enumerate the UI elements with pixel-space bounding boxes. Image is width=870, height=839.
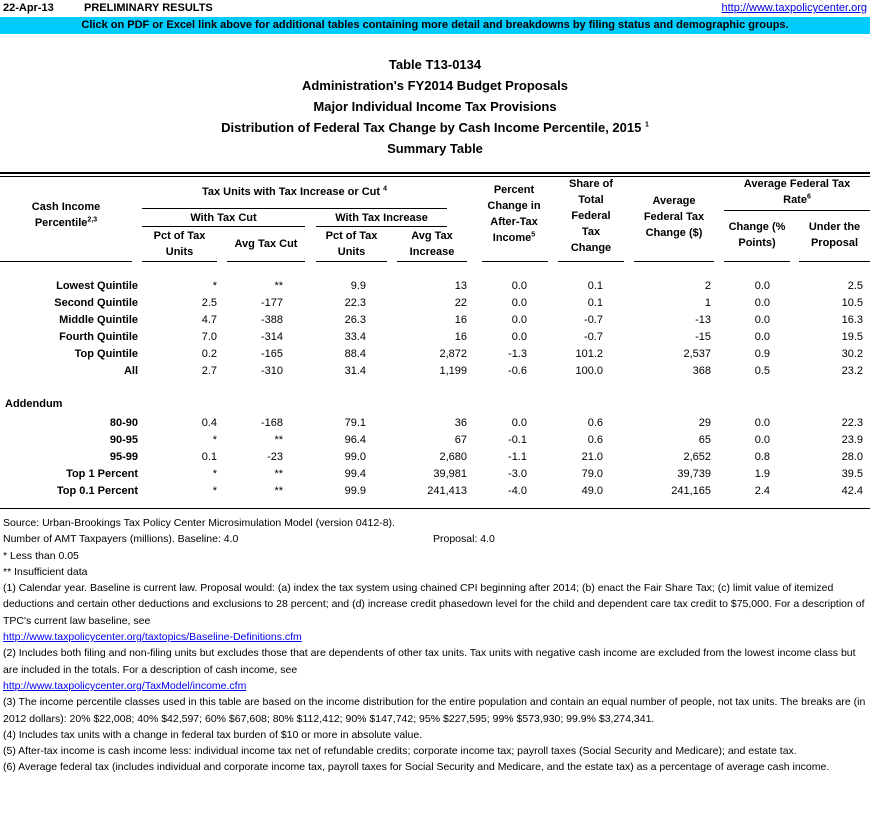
cell-cut-avg: -310 — [260, 365, 283, 377]
note-2: (2) Includes both filing and non-filing units but excludes those that are dependents of other tax units. Tax units with negative cash income are excluded from the lowest income class but are included in the totals. For a description of cash income, see — [3, 647, 856, 676]
col-header-rate-change: Change (% Points) — [728, 221, 786, 249]
cell-share: 0.1 — [587, 280, 603, 292]
cell-inc-pct: 22.3 — [344, 297, 366, 309]
cell-rate-under: 22.3 — [841, 417, 863, 429]
table-row — [0, 449, 870, 466]
cell-pct-change: 0.0 — [511, 417, 527, 429]
cell-rate-under: 30.2 — [841, 348, 863, 360]
cell-cut-avg: -165 — [260, 348, 283, 360]
rule — [634, 261, 714, 262]
cell-avg-change: 39,739 — [677, 468, 711, 480]
col-header-pct-change: Percent Change in After-Tax Income$^5$ — [487, 184, 541, 244]
cell-inc-pct: 31.4 — [344, 365, 366, 377]
cell-inc-pct: 33.4 — [344, 331, 366, 343]
rule — [724, 261, 790, 262]
table-row — [0, 278, 870, 295]
table-titles — [0, 54, 870, 159]
cell-share: -0.7 — [584, 314, 603, 326]
rule — [142, 208, 447, 209]
cell-cut-pct: 0.4 — [201, 417, 217, 429]
note-3: (3) The income percentile classes used in this table are based on the income distribution for the entire population and contain an equal number of people, not tax units. The breaks are (in 2012 dollars): 20% $22,008; 40% $42,597; 60% $67,608; 80% $112,412; 90% $147,742; 95% $227,595; 99% $573,930; 99.9% $3,274,341. — [3, 696, 866, 725]
cell-rate-under: 10.5 — [841, 297, 863, 309]
note-1: (1) Calendar year. Baseline is current law. Proposal would: (a) index the tax system using chained CPI beginning after 2014; (b) enact the Fair Share Tax; (c) limit value of itemized deductions and certain other deductions and exclusions to 28 percent; and (d) increase credit phasedown level for the child and dependent care tax credit to $75,000. For a description of TPC's current law baseline, see — [3, 582, 865, 627]
col-group-tax-rate: Average Federal Tax Rate$^6$ — [743, 178, 851, 206]
rule — [799, 261, 870, 262]
cell-cut-avg: -388 — [260, 314, 283, 326]
col-header-inc-avg: Avg Tax Increase — [409, 230, 455, 258]
cell-rate-under: 23.2 — [841, 365, 863, 377]
table-row — [0, 432, 870, 449]
col-header-cut-pct: Pct of Tax Units — [153, 230, 206, 258]
top-bar — [0, 0, 870, 18]
income-link[interactable]: http://www.taxpolicycenter.org/TaxModel/income.cfm — [3, 679, 247, 692]
table-top-rule — [0, 172, 870, 174]
cell-avg-change: 368 — [692, 365, 711, 377]
cell-rate-under: 19.5 — [841, 331, 863, 343]
cell-rate-under: 42.4 — [841, 485, 863, 497]
cell-avg-change: 2 — [704, 280, 711, 292]
cell-rate-change: 0.5 — [754, 365, 770, 377]
rule — [142, 226, 305, 227]
cell-inc-avg: 2,872 — [439, 348, 467, 360]
cell-cut-avg: ** — [274, 485, 283, 497]
cell-inc-pct: 99.0 — [344, 451, 366, 463]
row-label: 95-99 — [109, 451, 138, 463]
table-row — [0, 415, 870, 432]
cell-rate-change: 0.0 — [754, 417, 770, 429]
cell-avg-change: 65 — [698, 434, 711, 446]
table-row — [0, 363, 870, 380]
cell-rate-under: 39.5 — [841, 468, 863, 480]
col-group-with-increase: With Tax Increase — [335, 212, 428, 224]
table-row — [0, 312, 870, 329]
row-label: Lowest Quintile — [56, 280, 138, 292]
cell-rate-change: 0.0 — [754, 280, 770, 292]
addendum-label: Addendum — [5, 398, 63, 410]
cell-cut-pct: 2.7 — [201, 365, 217, 377]
cell-pct-change: -3.0 — [508, 468, 527, 480]
rule — [316, 226, 447, 227]
cell-cut-avg: -314 — [260, 331, 283, 343]
cell-cut-avg: ** — [274, 280, 283, 292]
cell-pct-change: -0.1 — [508, 434, 527, 446]
cell-inc-avg: 13 — [454, 280, 467, 292]
row-label: Second Quintile — [54, 297, 138, 309]
double-star-note: ** Insufficient data — [3, 565, 88, 578]
cell-rate-under: 16.3 — [841, 314, 863, 326]
cell-share: 21.0 — [581, 451, 603, 463]
cell-pct-change: -1.3 — [508, 348, 527, 360]
row-label: Middle Quintile — [59, 314, 138, 326]
star-note: * Less than 0.05 — [3, 549, 79, 562]
cell-cut-pct: 0.1 — [201, 451, 217, 463]
cell-pct-change: 0.0 — [511, 314, 527, 326]
cell-inc-avg: 36 — [454, 417, 467, 429]
cell-rate-change: 0.0 — [754, 331, 770, 343]
cell-inc-avg: 22 — [454, 297, 467, 309]
note-5: (5) After-tax income is cash income less: individual income tax net of refundable credits; corporate income tax; payroll taxes (Social Security and Medicare); and estate tax. — [3, 745, 797, 758]
cell-cut-avg: -168 — [260, 417, 283, 429]
row-label: 90-95 — [109, 434, 138, 446]
cell-inc-avg: 2,680 — [439, 451, 467, 463]
cell-inc-pct: 9.9 — [350, 280, 366, 292]
cell-inc-pct: 96.4 — [344, 434, 366, 446]
title-line-2: Administration's FY2014 Budget Proposals — [301, 78, 569, 93]
cell-inc-pct: 99.9 — [344, 485, 366, 497]
rule — [482, 261, 548, 262]
col-header-cash-income: Cash Income Percentile$^{2,3}$ — [31, 201, 101, 229]
cell-rate-change: 0.0 — [754, 434, 770, 446]
rule — [397, 261, 467, 262]
col-header-share: Share of Total Federal Tax Change — [568, 178, 613, 254]
cell-share: 100.0 — [575, 365, 603, 377]
cell-pct-change: -4.0 — [508, 485, 527, 497]
cell-rate-change: 2.4 — [754, 485, 770, 497]
col-group-tax-units: Tax Units with Tax Increase or Cut $^4$ — [201, 185, 388, 198]
cell-pct-change: -0.6 — [508, 365, 527, 377]
preliminary-label: PRELIMINARY RESULTS — [84, 2, 213, 14]
cell-cut-pct: 4.7 — [201, 314, 217, 326]
cell-inc-pct: 26.3 — [344, 314, 366, 326]
cell-inc-avg: 16 — [454, 331, 467, 343]
cell-rate-change: 0.8 — [754, 451, 770, 463]
cell-cut-pct: 0.2 — [201, 348, 217, 360]
cell-share: 49.0 — [581, 485, 603, 497]
cell-cut-pct: 7.0 — [201, 331, 217, 343]
table-row — [0, 329, 870, 346]
cell-cut-pct: * — [212, 468, 217, 480]
cell-share: 101.2 — [575, 348, 603, 360]
cell-inc-avg: 67 — [454, 434, 467, 446]
table-row — [0, 295, 870, 312]
title-line-4: Distribution of Federal Tax Change by Cash Income Percentile, 2015 $^1$ — [221, 120, 649, 135]
table-id: Table T13-0134 — [388, 57, 482, 72]
rule — [724, 210, 870, 211]
cell-inc-avg: 241,413 — [427, 485, 467, 497]
row-label: All — [123, 365, 138, 377]
note-4: (4) Includes tax units with a change in federal tax burden of $10 or more in absolute value. — [3, 728, 423, 741]
col-group-with-cut: With Tax Cut — [190, 212, 257, 224]
cell-share: 79.0 — [581, 468, 603, 480]
cell-cut-pct: * — [212, 485, 217, 497]
cell-rate-change: 0.0 — [754, 314, 770, 326]
row-label: Top 0.1 Percent — [56, 485, 138, 497]
baseline-link[interactable]: http://www.taxpolicycenter.org/taxtopics/Baseline-Definitions.cfm — [3, 631, 302, 644]
cell-inc-avg: 16 — [454, 314, 467, 326]
rule — [227, 261, 305, 262]
rule — [558, 261, 624, 262]
site-link[interactable]: http://www.taxpolicycenter.org — [721, 2, 867, 14]
cell-inc-pct: 99.4 — [344, 468, 366, 480]
cell-pct-change: 0.0 — [511, 297, 527, 309]
cell-avg-change: 29 — [698, 417, 711, 429]
cell-cut-avg: -177 — [260, 297, 283, 309]
cell-share: 0.6 — [587, 417, 603, 429]
note-6: (6) Average federal tax (includes individual and corporate income tax, payroll taxes for Social Security and Medicare, and the estate tax) as a percentage of average cash income. — [3, 761, 830, 774]
footnotes — [3, 515, 867, 776]
cell-pct-change: 0.0 — [511, 331, 527, 343]
cell-inc-pct: 79.1 — [344, 417, 366, 429]
title-line-3: Major Individual Income Tax Provisions — [313, 99, 557, 114]
title-line-5: Summary Table — [387, 141, 483, 156]
cell-cut-pct: * — [212, 434, 217, 446]
row-label: 80-90 — [109, 417, 138, 429]
row-label: Fourth Quintile — [59, 331, 138, 343]
table-bottom-rule — [0, 508, 870, 509]
table-row — [0, 466, 870, 483]
cell-share: -0.7 — [584, 331, 603, 343]
cell-avg-change: 241,165 — [671, 485, 711, 497]
cell-rate-change: 0.0 — [754, 297, 770, 309]
cell-avg-change: -13 — [695, 314, 711, 326]
row-label: Top Quintile — [74, 348, 138, 360]
cell-share: 0.1 — [587, 297, 603, 309]
cell-cut-avg: ** — [274, 468, 283, 480]
cell-rate-under: 28.0 — [841, 451, 863, 463]
cell-rate-under: 23.9 — [841, 434, 863, 446]
cell-cut-pct: * — [212, 280, 217, 292]
cell-share: 0.6 — [587, 434, 603, 446]
cell-avg-change: -15 — [695, 331, 711, 343]
table-row — [0, 346, 870, 363]
source-note: Source: Urban-Brookings Tax Policy Center Microsimulation Model (version 0412-8). — [3, 517, 395, 529]
col-header-avg-change: Average Federal Tax Change ($) — [643, 195, 705, 239]
table-row — [0, 483, 870, 500]
cell-cut-pct: 2.5 — [201, 297, 217, 309]
cell-rate-under: 2.5 — [847, 280, 863, 292]
rule — [0, 261, 132, 262]
col-header-inc-pct: Pct of Tax Units — [325, 230, 378, 258]
cell-avg-change: 2,652 — [683, 451, 711, 463]
info-banner: Click on PDF or Excel link above for additional tables containing more detail and breakdowns by filing status and demographic groups. — [0, 17, 870, 34]
row-label: Top 1 Percent — [66, 468, 138, 480]
cell-pct-change: 0.0 — [511, 280, 527, 292]
col-header-cut-avg: Avg Tax Cut — [234, 238, 298, 250]
report-date: 22-Apr-13 — [3, 2, 54, 14]
cell-cut-avg: ** — [274, 434, 283, 446]
col-header-rate-under: Under the Proposal — [808, 221, 861, 249]
cell-rate-change: 0.9 — [754, 348, 770, 360]
cell-inc-pct: 88.4 — [344, 348, 366, 360]
cell-inc-avg: 1,199 — [439, 365, 467, 377]
cell-avg-change: 2,537 — [683, 348, 711, 360]
cell-pct-change: -1.1 — [508, 451, 527, 463]
cell-rate-change: 1.9 — [754, 468, 770, 480]
rule — [142, 261, 217, 262]
cell-cut-avg: -23 — [267, 451, 283, 463]
rule — [316, 261, 387, 262]
cell-avg-change: 1 — [704, 297, 711, 309]
cell-inc-avg: 39,981 — [433, 468, 467, 480]
amt-note: Number of AMT Taxpayers (millions). Baseline: 4.0 Proposal: 4.0 — [3, 533, 495, 546]
